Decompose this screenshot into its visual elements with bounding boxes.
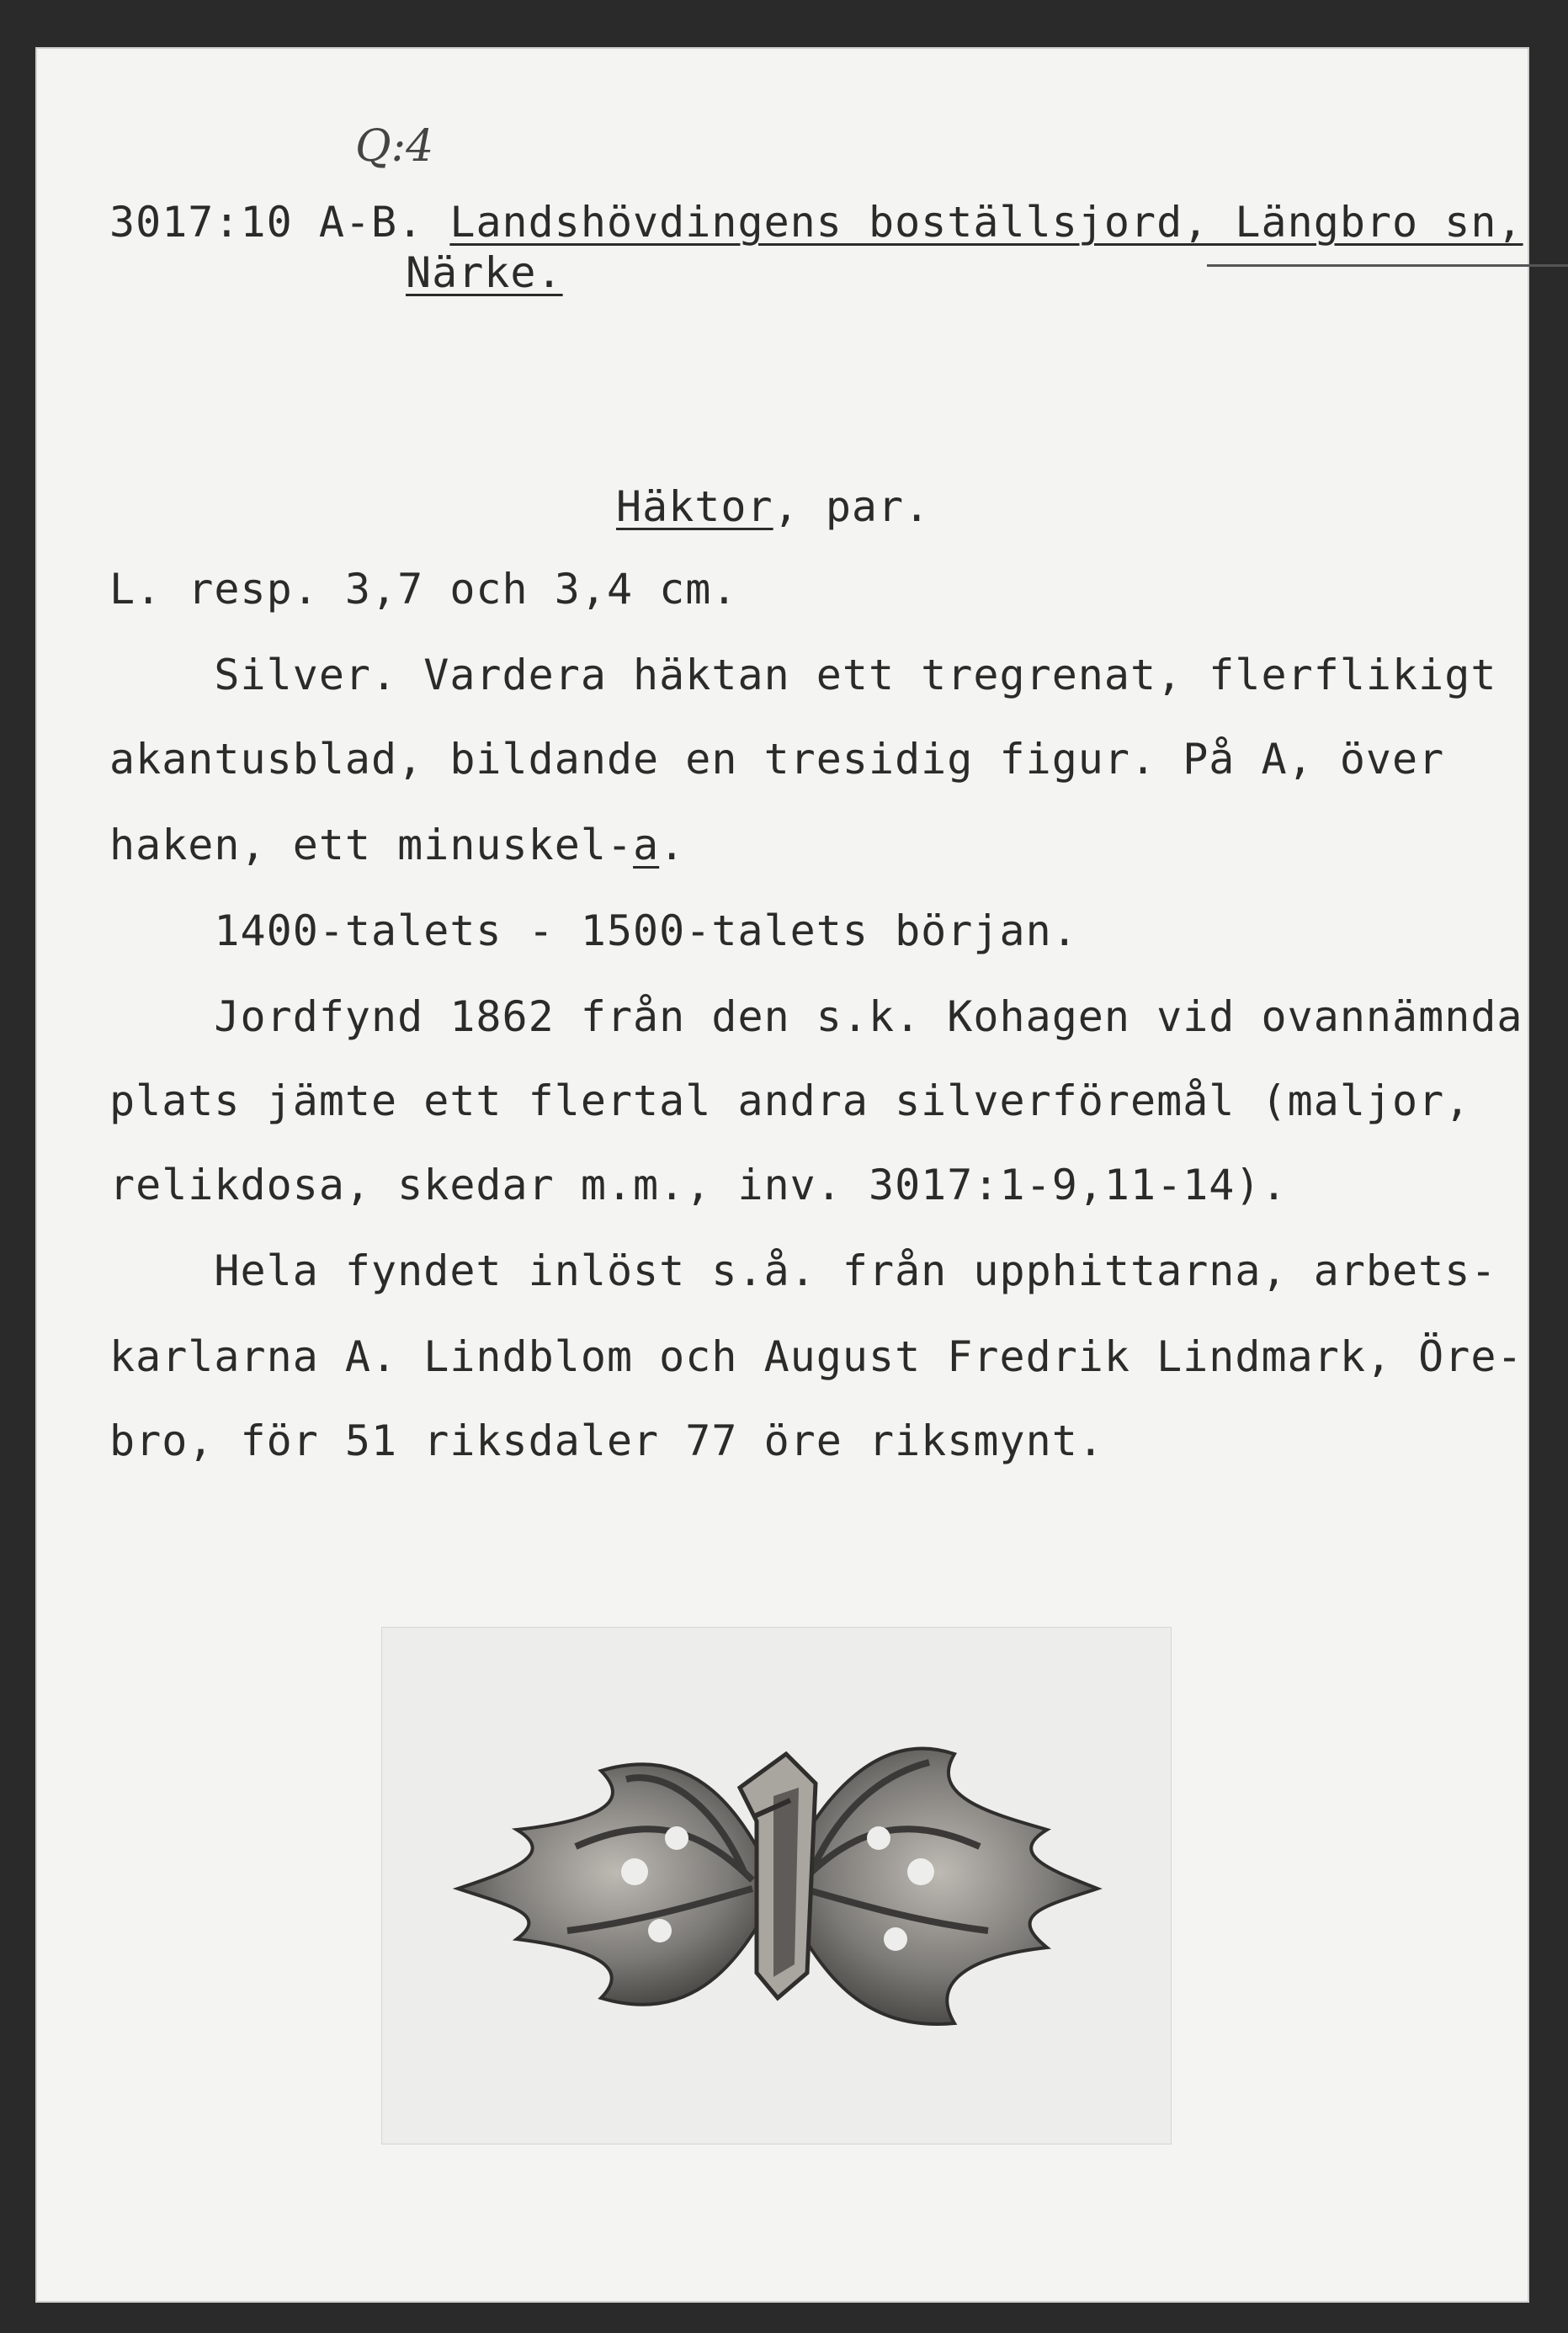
find-line-2: plats jämte ett flertal andra silverföremål (maljor,	[109, 1076, 1471, 1125]
place-line-2: Närke.	[406, 248, 563, 297]
handwritten-mark: Q:4	[355, 121, 434, 172]
description-line-3-text: haken, ett minuskel-	[109, 821, 634, 869]
description-line-2: akantusblad, bildande en tresidig figur. På A, över	[109, 735, 1445, 784]
right-leaf-ornament	[782, 1749, 1098, 2024]
description-line-3	[109, 820, 685, 870]
find-line-3: relikdosa, skedar m.m., inv. 3017:1-9,11-14).	[109, 1161, 1288, 1209]
acquisition-line-2: karlarna A. Lindblom och August Fredrik Lindmark, Öre-	[109, 1332, 1523, 1381]
find-line-1: Jordfynd 1862 från den s.k. Kohagen vid ovannämnda	[109, 992, 1523, 1041]
minuscule-period: .	[659, 821, 686, 869]
acquisition-line-1: Hela fyndet inlöst s.å. från upphittarna, arbets-	[109, 1246, 1497, 1295]
dating: 1400-talets - 1500-talets början.	[109, 906, 1078, 955]
object-name: Häktor	[616, 482, 773, 531]
place-line-1: Landshövdingens boställsjord, Längbro sn,	[449, 198, 1523, 247]
header-rule	[1207, 264, 1568, 267]
left-leaf-ornament	[458, 1764, 773, 2005]
header-line-2	[406, 247, 563, 298]
header-line-1	[109, 197, 1523, 247]
acquisition-line-3: bro, för 51 riksdaler 77 öre riksmynt.	[109, 1416, 1104, 1465]
catalog-card	[35, 47, 1529, 2303]
description-line-1: Silver. Vardera häktan ett tregrenat, flerflikigt	[109, 651, 1497, 699]
clasp-photograph	[382, 1628, 1171, 2144]
inventory-number: 3017:10 A-B.	[109, 198, 424, 247]
measurements: L. resp. 3,7 och 3,4 cm.	[109, 565, 738, 614]
minuscule-letter: a	[633, 821, 660, 869]
clasp-image	[382, 1628, 1171, 2144]
object-qualifier: , par.	[773, 482, 931, 531]
object-title	[616, 481, 930, 532]
